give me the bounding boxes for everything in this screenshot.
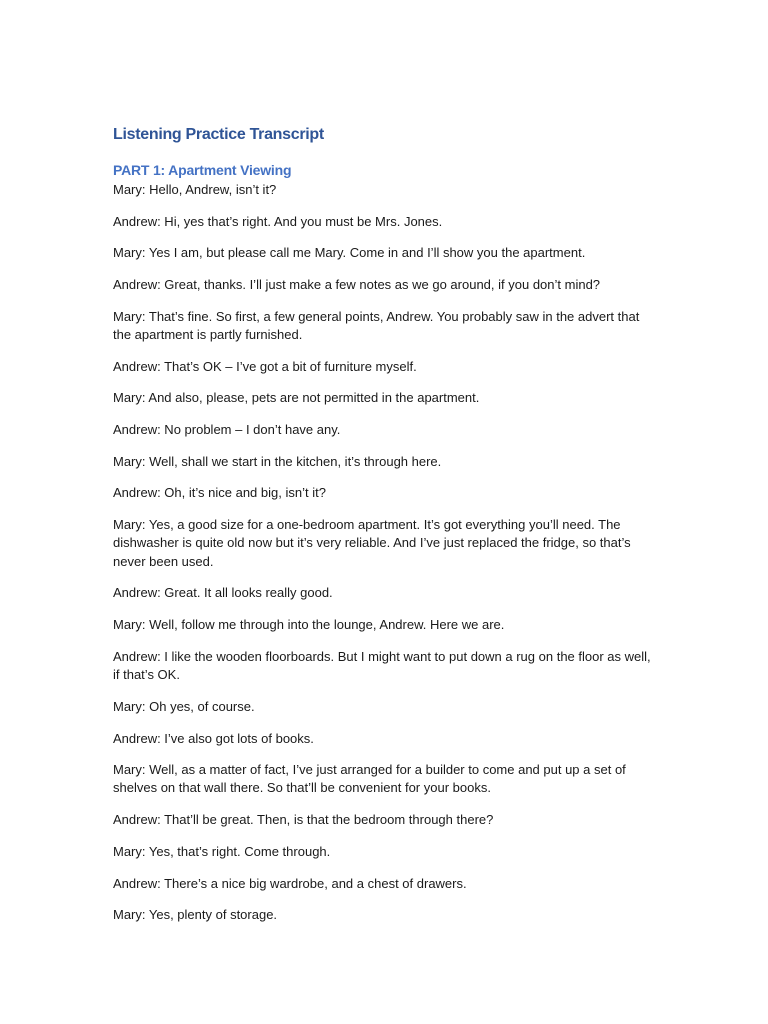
transcript-line: Mary: And also, please, pets are not permitted in the apartment.: [113, 390, 480, 406]
transcript-line: Mary: Hello, Andrew, isn’t it?: [113, 182, 277, 197]
transcript-line: Mary: Well, as a matter of fact, I’ve just arranged for a builder to come and put up a set of shelves on that wall there. So that’ll be convenient for your books.: [113, 762, 626, 796]
transcript-line: Andrew: There’s a nice big wardrobe, and a chest of drawers.: [113, 875, 467, 891]
transcript-line: Andrew: No problem – I don’t have any.: [113, 422, 341, 438]
document-body: [113, 124, 658, 938]
transcript-line: Mary: Oh yes, of course.: [113, 698, 255, 714]
transcript-line: Mary: Well, follow me through into the lounge, Andrew. Here we are.: [113, 617, 505, 633]
transcript-line: Mary: That’s fine. So first, a few general points, Andrew. You probably saw in the advert that the apartment is partly furnished.: [113, 308, 640, 343]
transcript-line: Mary: Yes, a good size for a one-bedroom apartment. It’s got everything you’ll need. The dishwasher is quite old now but it’s very reliable. And I’ve just replaced the fridge, so that’s never been used.: [113, 517, 631, 569]
transcript-line: Andrew: Oh, it’s nice and big, isn’t it?: [113, 485, 326, 501]
transcript-line: Andrew: I’ve also got lots of books.: [113, 730, 314, 746]
transcript-line: Andrew: That’s OK – I’ve got a bit of furniture myself.: [113, 358, 417, 374]
transcript-line: Mary: Yes, plenty of storage.: [113, 907, 278, 923]
transcript-line: Mary: Yes, that’s right. Come through.: [113, 843, 331, 859]
transcript-line: Andrew: Great, thanks. I’ll just make a few notes as we go around, if you don’t mind?: [113, 277, 601, 293]
transcript-line: Andrew: I like the wooden floorboards. But I might want to put down a rug on the floor as well, if that’s OK.: [113, 648, 651, 683]
transcript: [113, 181, 658, 925]
transcript-line: Mary: Yes I am, but please call me Mary. Come in and I’ll show you the apartment.: [113, 245, 586, 261]
part-heading: PART 1: Apartment Viewing: [113, 162, 292, 178]
transcript-line: Andrew: Hi, yes that’s right. And you must be Mrs. Jones.: [113, 213, 443, 229]
transcript-line: Andrew: That’ll be great. Then, is that the bedroom through there?: [113, 812, 494, 828]
transcript-line: Mary: Well, shall we start in the kitchen, it’s through here.: [113, 453, 442, 469]
document-title: Listening Practice Transcript: [113, 126, 324, 143]
transcript-line: Andrew: Great. It all looks really good.: [113, 585, 333, 601]
